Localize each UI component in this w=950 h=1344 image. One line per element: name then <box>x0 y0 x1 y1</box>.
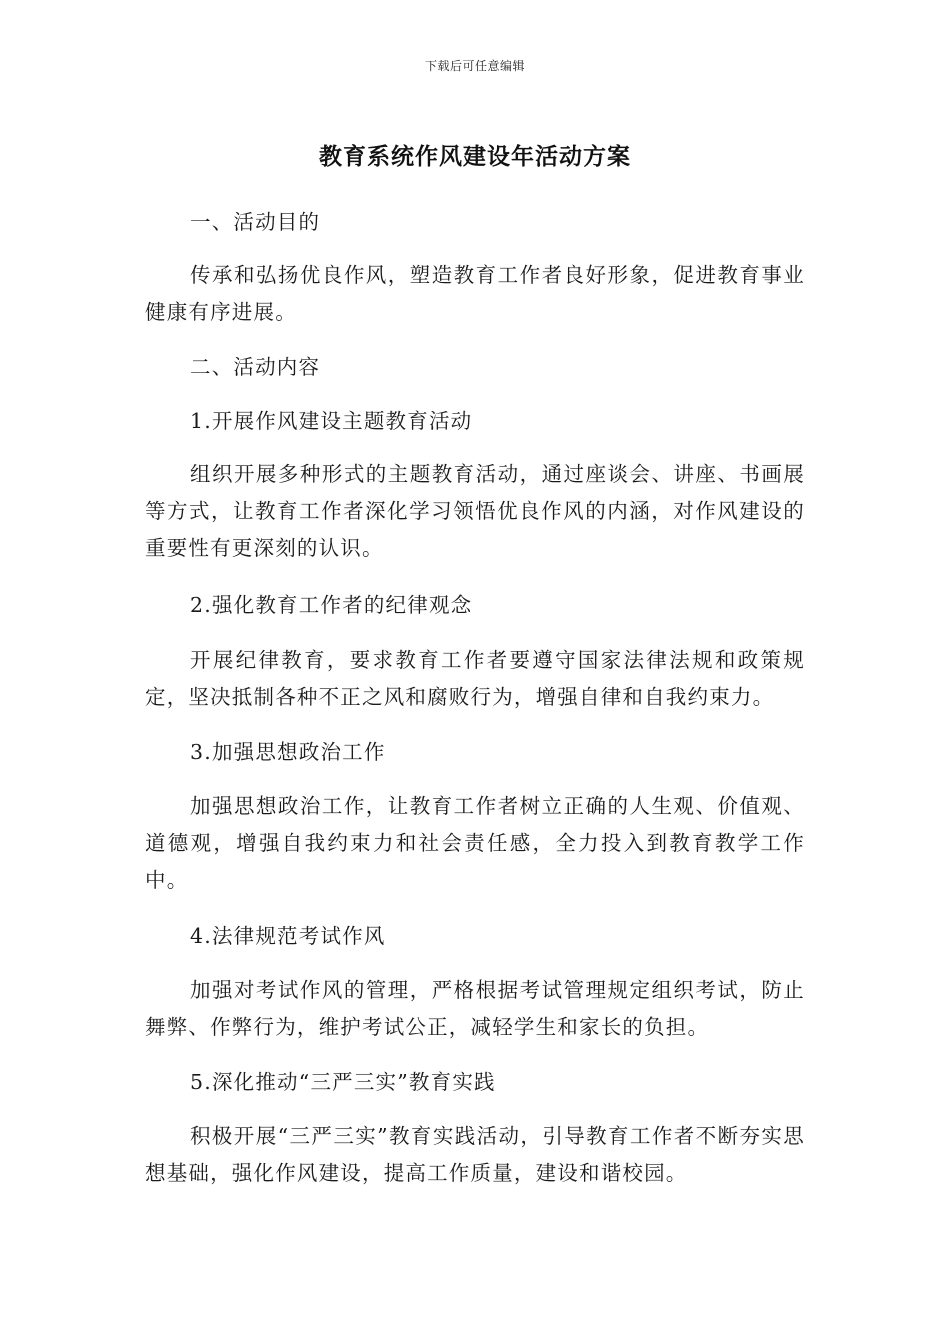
subheading-3: 3.加强思想政治工作 <box>190 740 386 764</box>
subheading-5: 5.深化推动“三严三实”教育实践 <box>190 1070 496 1094</box>
paragraph-5: 积极开展“三严三实”教育实践活动，引导教育工作者不断夯实思想基础，强化作风建设，提高工作质量，建设和谐校园。 <box>145 1124 805 1185</box>
subheading-1: 1.开展作风建设主题教育活动 <box>190 409 473 433</box>
subheading-2: 2.强化教育工作者的纪律观念 <box>190 593 473 617</box>
paragraph-purpose: 传承和弘扬优良作风，塑造教育工作者良好形象，促进教育事业健康有序进展。 <box>145 263 805 324</box>
header-note: 下载后可任意编辑 <box>424 59 525 73</box>
paragraph-2: 开展纪律教育，要求教育工作者要遵守国家法律法规和政策规定，坚决抵制各种不正之风和腐败行为，增强自律和自我约束力。 <box>145 648 805 709</box>
paragraph-4: 加强对考试作风的管理，严格根据考试管理规定组织考试，防止舞弊、作弊行为，维护考试公正，减轻学生和家长的负担。 <box>145 978 805 1039</box>
subheading-4: 4.法律规范考试作风 <box>190 924 386 948</box>
paragraph-3: 加强思想政治工作，让教育工作者树立正确的人生观、价值观、道德观，增强自我约束力和社会责任感，全力投入到教育教学工作中。 <box>145 794 805 892</box>
paragraph-1: 组织开展多种形式的主题教育活动，通过座谈会、讲座、书画展等方式，让教育工作者深化学习领悟优良作风的内涵，对作风建设的重要性有更深刻的认识。 <box>145 462 805 560</box>
section-heading-content: 二、活动内容 <box>190 355 321 379</box>
section-heading-purpose: 一、活动目的 <box>190 210 321 234</box>
document-title: 教育系统作风建设年活动方案 <box>319 144 631 170</box>
